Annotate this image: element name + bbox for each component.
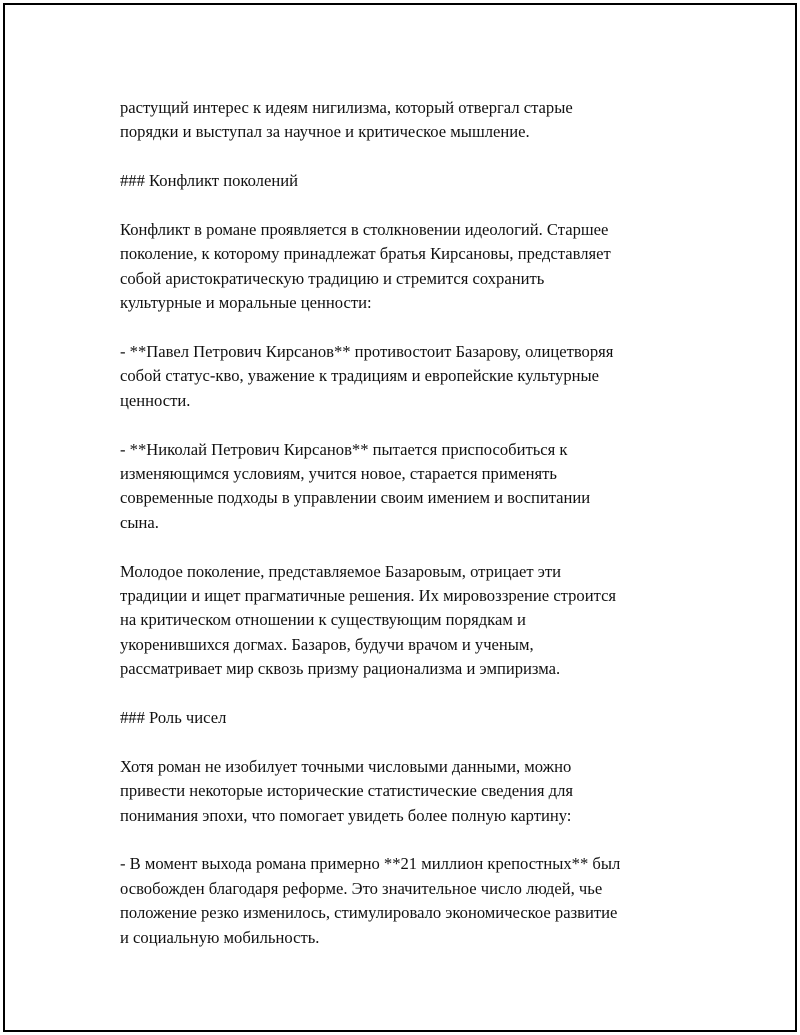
text-line: изменяющимся условиям, учится новое, старается применять bbox=[120, 464, 557, 484]
text-line: - **Павел Петрович Кирсанов** противостоит Базарову, олицетворяя bbox=[120, 342, 614, 362]
list-item-serfs-freed bbox=[120, 852, 690, 950]
text-line: на критическом отношении к существующим порядкам и bbox=[120, 610, 526, 630]
heading-role-of-numbers bbox=[120, 706, 690, 730]
heading-generational-conflict bbox=[120, 169, 690, 193]
text-line: растущий интерес к идеям нигилизма, который отвергал старые bbox=[120, 98, 573, 117]
text-line: собой аристократическую традицию и стремится сохранить bbox=[120, 268, 545, 288]
text-line: освобожден благодаря реформе. Это значительное число людей, чье bbox=[120, 878, 603, 898]
text-line: Молодое поколение, представляемое Базаровым, отрицает эти bbox=[120, 561, 562, 581]
list-item-pavel-petrovich bbox=[120, 340, 690, 413]
text-line: укоренившихся догмах. Базаров, будучи врачом и ученым, bbox=[120, 634, 534, 654]
list-item-nikolai-petrovich bbox=[120, 438, 690, 536]
text-line: - **Николай Петрович Кирсанов** пытается приспособиться к bbox=[120, 439, 568, 459]
document-page bbox=[3, 3, 797, 1032]
text-line: собой статус-кво, уважение к традициям и европейские культурные bbox=[120, 366, 600, 386]
text-line: Конфликт в романе проявляется в столкновении идеологий. Старшее bbox=[120, 220, 609, 239]
document-body bbox=[120, 96, 690, 974]
text-line: рассматривает мир сквозь призму рационализма и эмпиризма. bbox=[120, 659, 561, 679]
text-line: и социальную мобильность. bbox=[120, 927, 320, 947]
paragraph-intro-continuation bbox=[120, 96, 690, 145]
section-heading: ### Роль чисел bbox=[120, 708, 227, 728]
text-line: порядки и выступал за научное и критическое мышление. bbox=[120, 122, 530, 142]
text-line: - В момент выхода романа примерно **21 миллион крепостных** был bbox=[120, 854, 621, 874]
text-line: понимания эпохи, что помогает увидеть более полную картину: bbox=[120, 805, 572, 825]
paragraph-young-generation bbox=[120, 560, 690, 682]
text-line: современные подходы в управлении своим имением и воспитании bbox=[120, 488, 591, 508]
text-line: положение резко изменилось, стимулировало экономическое развитие bbox=[120, 903, 618, 923]
text-line: сына. bbox=[120, 512, 159, 532]
text-line: традиции и ищет прагматичные решения. Их мировоззрение строится bbox=[120, 586, 617, 606]
paragraph-numbers-intro bbox=[120, 755, 690, 828]
text-line: Хотя роман не изобилует точными числовыми данными, можно bbox=[120, 756, 572, 776]
text-line: привести некоторые исторические статистические сведения для bbox=[120, 781, 574, 801]
section-heading: ### Конфликт поколений bbox=[120, 171, 298, 191]
paragraph-conflict-ideologies bbox=[120, 218, 690, 316]
text-line: ценности. bbox=[120, 390, 191, 410]
text-line: культурные и моральные ценности: bbox=[120, 293, 372, 313]
text-line: поколение, к которому принадлежат братья Кирсановы, представляет bbox=[120, 244, 611, 264]
